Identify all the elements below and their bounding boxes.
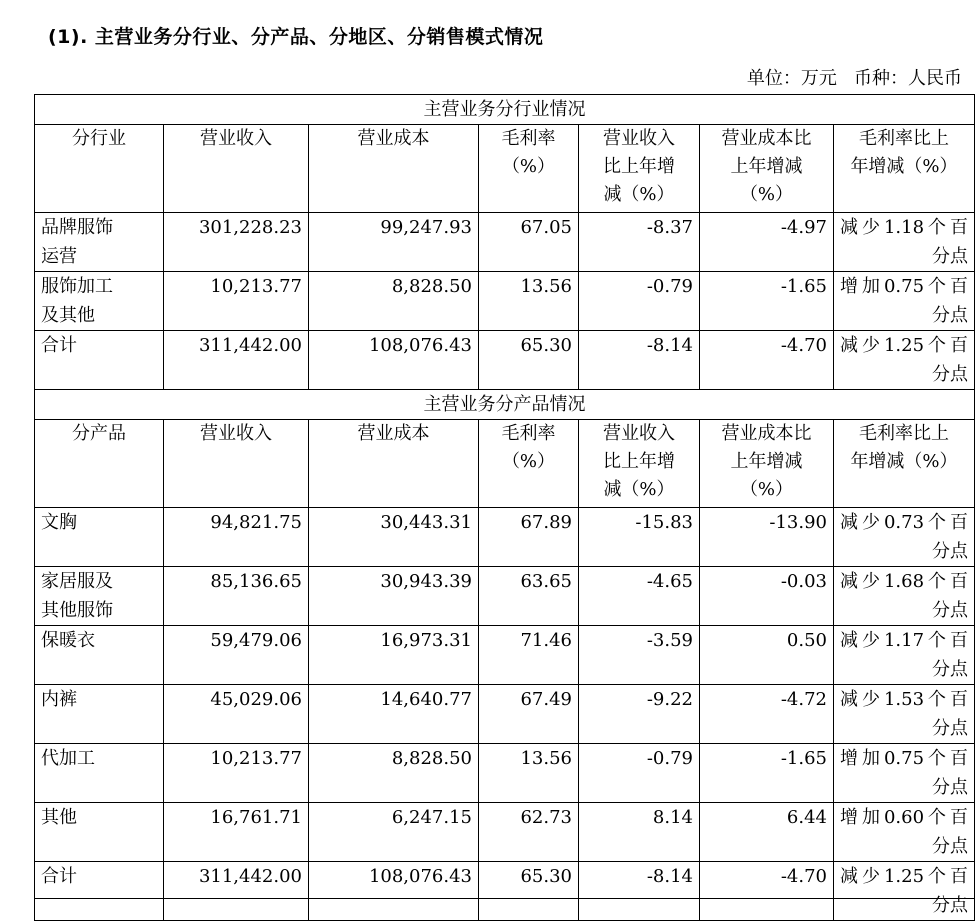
column-header: 毛利率比上 年增减（%）: [834, 420, 975, 508]
table-row: [35, 331, 975, 390]
value-cell: 8.14: [579, 803, 700, 862]
value-cell: 6.44: [700, 803, 834, 862]
value-cell: 301,228.23: [164, 213, 309, 272]
value-cell: -4.97: [700, 213, 834, 272]
revenue-table: [34, 94, 975, 921]
margin-change-cell: 减少1.18个百分点: [834, 213, 975, 272]
value-cell: -1.65: [700, 272, 834, 331]
unit-note: 单位：万元 币种：人民币: [746, 68, 962, 89]
value-cell: 16,973.31: [309, 626, 479, 685]
section-heading: 主营业务分产品情况: [35, 390, 975, 420]
value-cell: -4.70: [700, 331, 834, 390]
row-label: 合计: [35, 862, 164, 921]
value-cell: 13.56: [479, 272, 579, 331]
column-header: 营业成本比 上年增减 （%）: [700, 125, 834, 213]
margin-change-cell: 减少0.73个百分点: [834, 508, 975, 567]
row-label: 代加工: [35, 744, 164, 803]
value-cell: 10,213.77: [164, 744, 309, 803]
value-cell: 30,943.39: [309, 567, 479, 626]
column-header: 分产品: [35, 420, 164, 508]
value-cell: 311,442.00: [164, 331, 309, 390]
column-header: 营业收入: [164, 420, 309, 508]
value-cell: 67.49: [479, 685, 579, 744]
value-cell: 30,443.31: [309, 508, 479, 567]
value-cell: 63.65: [479, 567, 579, 626]
value-cell: -15.83: [579, 508, 700, 567]
row-label: 服饰加工 及其他: [35, 272, 164, 331]
margin-change-cell: 增加0.75个百分点: [834, 272, 975, 331]
value-cell: -4.70: [700, 862, 834, 921]
column-header-row: [35, 420, 975, 508]
value-cell: 65.30: [479, 331, 579, 390]
section-heading-row: [35, 390, 975, 420]
row-label: 品牌服饰 运营: [35, 213, 164, 272]
value-cell: 14,640.77: [309, 685, 479, 744]
value-cell: 13.56: [479, 744, 579, 803]
value-cell: -3.59: [579, 626, 700, 685]
margin-change-cell: 减少1.68个百分点: [834, 567, 975, 626]
column-header: 营业收入 比上年增 减（%）: [579, 420, 700, 508]
value-cell: 108,076.43: [309, 862, 479, 921]
value-cell: 10,213.77: [164, 272, 309, 331]
column-header: 营业收入 比上年增 减（%）: [579, 125, 700, 213]
column-header: 毛利率比上 年增减（%）: [834, 125, 975, 213]
table-row: [35, 213, 975, 272]
value-cell: 311,442.00: [164, 862, 309, 921]
row-label: 文胸: [35, 508, 164, 567]
margin-change-cell: 减少1.25个百分点: [834, 331, 975, 390]
value-cell: 65.30: [479, 862, 579, 921]
value-cell: 8,828.50: [309, 744, 479, 803]
value-cell: -1.65: [700, 744, 834, 803]
value-cell: 94,821.75: [164, 508, 309, 567]
value-cell: 67.89: [479, 508, 579, 567]
section-title: (1). 主营业务分行业、分产品、分地区、分销售模式情况: [48, 26, 544, 48]
value-cell: 0.50: [700, 626, 834, 685]
value-cell: -9.22: [579, 685, 700, 744]
value-cell: 67.05: [479, 213, 579, 272]
value-cell: 62.73: [479, 803, 579, 862]
row-label: 其他: [35, 803, 164, 862]
value-cell: -4.65: [579, 567, 700, 626]
table-row: [35, 685, 975, 744]
row-label: 内裤: [35, 685, 164, 744]
table-row: [35, 508, 975, 567]
value-cell: 6,247.15: [309, 803, 479, 862]
value-cell: 16,761.71: [164, 803, 309, 862]
column-header: 分行业: [35, 125, 164, 213]
table-row: [35, 862, 975, 921]
table-row: [35, 626, 975, 685]
margin-change-cell: 减少1.17个百分点: [834, 626, 975, 685]
table-row: [35, 567, 975, 626]
column-header: 营业成本: [309, 420, 479, 508]
value-cell: 71.46: [479, 626, 579, 685]
value-cell: -13.90: [700, 508, 834, 567]
margin-change-cell: 减少1.53个百分点: [834, 685, 975, 744]
value-cell: -0.03: [700, 567, 834, 626]
column-header: 毛利率 （%）: [479, 125, 579, 213]
value-cell: -0.79: [579, 272, 700, 331]
margin-change-cell: 增加0.75个百分点: [834, 744, 975, 803]
table-row: [35, 744, 975, 803]
value-cell: 8,828.50: [309, 272, 479, 331]
column-header: 营业成本比 上年增减 （%）: [700, 420, 834, 508]
section-heading: 主营业务分行业情况: [35, 95, 975, 125]
value-cell: 99,247.93: [309, 213, 479, 272]
margin-change-cell: 减少1.25个百分点: [834, 862, 975, 921]
row-label: 家居服及 其他服饰: [35, 567, 164, 626]
section-heading-row: [35, 95, 975, 125]
value-cell: -8.14: [579, 331, 700, 390]
row-label: 合计: [35, 331, 164, 390]
value-cell: -0.79: [579, 744, 700, 803]
column-header-row: [35, 125, 975, 213]
value-cell: -4.72: [700, 685, 834, 744]
revenue-table-body: [35, 95, 975, 921]
value-cell: -8.37: [579, 213, 700, 272]
value-cell: -8.14: [579, 862, 700, 921]
value-cell: 45,029.06: [164, 685, 309, 744]
row-label: 保暖衣: [35, 626, 164, 685]
column-header: 毛利率 （%）: [479, 420, 579, 508]
column-header: 营业成本: [309, 125, 479, 213]
table-row: [35, 803, 975, 862]
table-row: [35, 272, 975, 331]
value-cell: 108,076.43: [309, 331, 479, 390]
value-cell: 59,479.06: [164, 626, 309, 685]
value-cell: 85,136.65: [164, 567, 309, 626]
column-header: 营业收入: [164, 125, 309, 213]
margin-change-cell: 增加0.60个百分点: [834, 803, 975, 862]
